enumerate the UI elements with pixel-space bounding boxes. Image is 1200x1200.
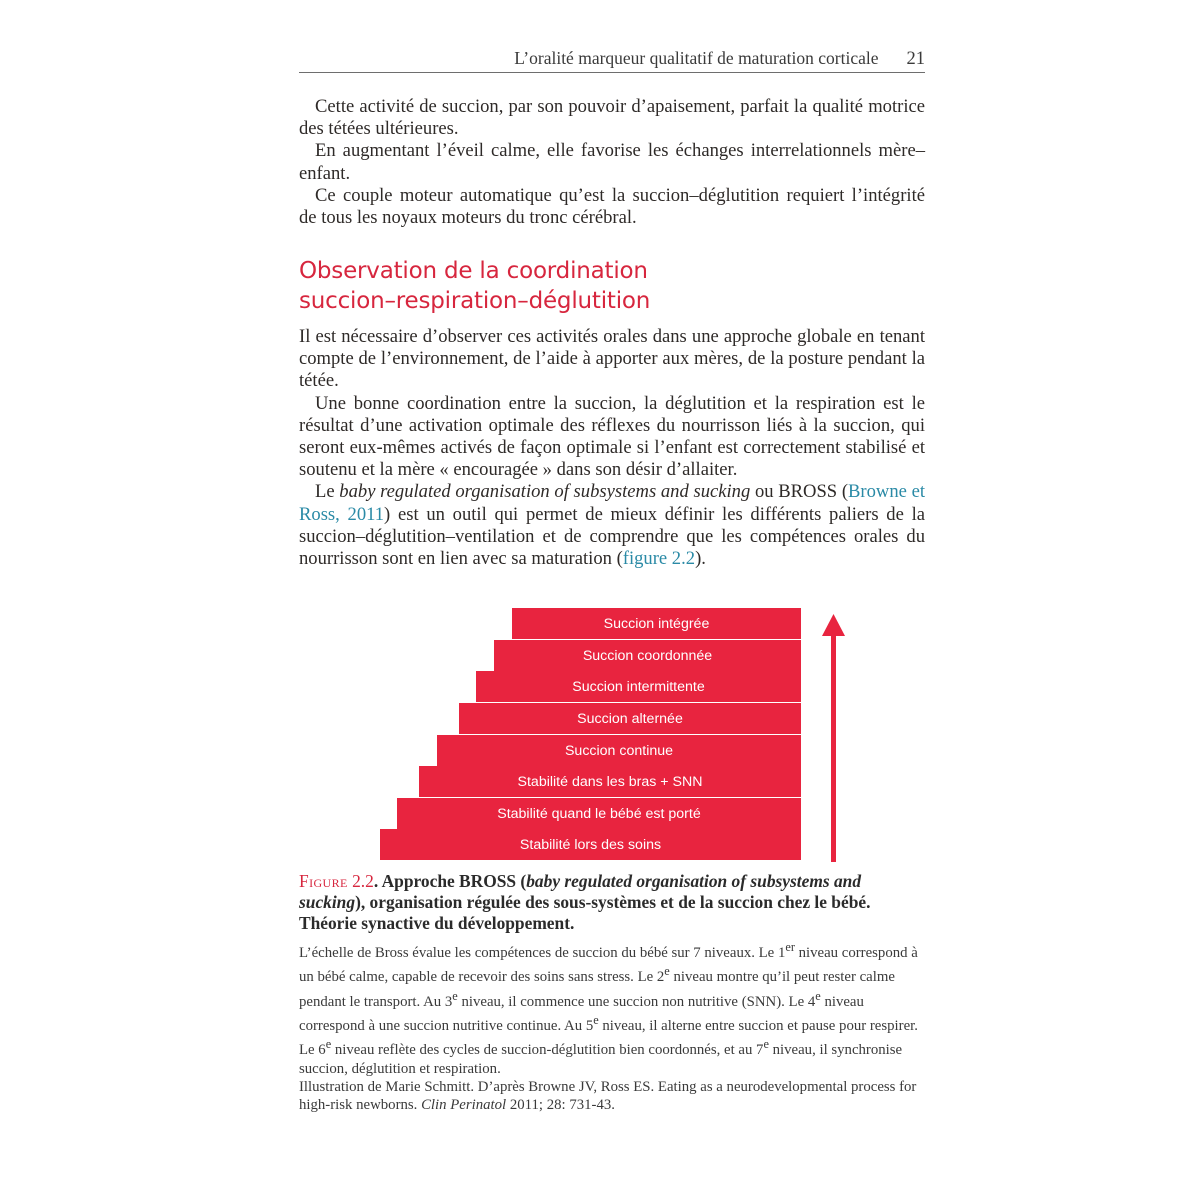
caption-sup-7: e: [763, 1037, 769, 1052]
figure-reference-link[interactable]: figure 2.2: [622, 548, 696, 570]
caption-body-2: niveau correspond à un bébé calme, capable de recevoir des soins sans stress. Le 2: [299, 944, 918, 986]
caption-sup-3: e: [452, 988, 458, 1003]
intro-paragraphs: [299, 96, 925, 229]
running-header: [299, 44, 925, 73]
p3-prefix: Le: [315, 481, 340, 503]
p3-end: ).: [695, 548, 706, 570]
step-succion-intermittente: Succion intermittente: [476, 671, 801, 702]
caption-body-4: niveau, il commence une succion non nutritive (SNN). Le 4: [457, 993, 816, 1010]
caption-body-3: niveau montre qu’il peut rester calme pendant le transport. Au 3: [299, 969, 895, 1010]
caption-title-italic: baby regulated organisation of subsystems and sucking: [299, 871, 862, 912]
step-succion-integree: Succion intégrée: [512, 608, 801, 639]
section-paragraph-2: Une bonne coordination entre la succion, la déglutition et la respiration est le résultat d’une activation optimale des réflexes du nourrisson liés à la succion, qui seront eux-mêmes activés de façon optimale si l’enfant est correctement stabilisé et soutenu et la mère « encouragée » dans son désir d’allaiter.: [299, 392, 925, 481]
section-paragraph-1: Il est nécessaire d’observer ces activités orales dans une approche globale en tenant compte de l’environnement, de l’aide à apporter aux mères, de la posture pendant la tétée.: [299, 326, 925, 392]
caption-sup-4: e: [815, 988, 821, 1003]
running-title: L’oralité marqueur qualitatif de maturation corticale: [514, 48, 879, 68]
caption-sup-2: e: [664, 964, 670, 979]
step-stabilite-bras-snn: Stabilité dans les bras + SNN: [419, 766, 801, 797]
intro-paragraph-1: Cette activité de succion, par son pouvoir d’apaisement, parfait la qualité motrice des tétées ultérieures.: [299, 96, 925, 140]
intro-paragraph-3: Ce couple moteur automatique qu’est la succion–déglutition requiert l’intégrité de tous les noyaux moteurs du tronc cérébral.: [299, 184, 925, 229]
p3-mid2: ) est un outil qui permet de mieux définir les différents paliers de la succion–déglutition–ventilation et de comprendre que les compétences orales du nourrisson sont en lien avec sa maturation (: [299, 503, 925, 570]
section-title: [299, 256, 925, 316]
caption-body-7: niveau reflète des cycles de succion-déglutition bien coordonnés, et au 7: [331, 1042, 764, 1059]
caption-credit: [299, 1078, 925, 1115]
reference-link-browne-ross[interactable]: Browne et Ross, 2011: [299, 481, 925, 525]
up-arrow-icon: [819, 614, 849, 862]
page-number: 21: [906, 49, 925, 69]
caption-body-5: niveau correspond à une succion nutritive continue. Au 5: [299, 993, 864, 1034]
caption-sup-1: er: [785, 940, 795, 954]
step-succion-coordonnee: Succion coordonnée: [494, 640, 801, 671]
step-stabilite-soins: Stabilité lors des soins: [380, 829, 801, 860]
section-paragraph-3: [299, 481, 925, 570]
step-stabilite-porte: Stabilité quand le bébé est porté: [397, 798, 801, 829]
caption-title: Figure 2.2. Approche BROSS (baby regulated organisation of subsystems and sucking), organisation régulée des sous-systèmes et de la succion chez le bébé. Théorie synactive du développement.: [299, 871, 871, 933]
caption-credit-a: Illustration de Marie Schmitt. D’après Browne JV, Ross ES. Eating as a neurodevelopmental process for high-risk newborns.: [299, 1079, 917, 1114]
caption-body-1: L’échelle de Bross évalue les compétences de succion du bébé sur 7 niveaux. Le 1: [299, 944, 786, 961]
caption-credit-journal: Clin Perinatol: [421, 1097, 507, 1114]
section-title-line-2: succion–respiration–déglutition: [299, 288, 651, 314]
caption-sup-6: e: [325, 1037, 332, 1052]
caption-figure-label: Figure: [299, 871, 348, 891]
step-succion-alternee: Succion alternée: [459, 703, 801, 734]
caption-body: [299, 938, 925, 1078]
section-title-line-1: Observation de la coordination: [299, 258, 648, 284]
caption-title-a: Approche BROSS (: [381, 871, 527, 891]
caption-sup-5: e: [593, 1012, 599, 1027]
intro-paragraph-2: En augmentant l’éveil calme, elle favorise les échanges interrelationnels mère–enfant.: [299, 140, 925, 184]
bross-staircase-figure: [299, 600, 925, 865]
caption-figure-number: 2.2: [352, 871, 374, 891]
figure-caption: [299, 871, 925, 1115]
caption-credit-b: 2011; 28: 731-43.: [506, 1097, 615, 1114]
caption-title-b: ), organisation régulée des sous-systèmes et de la succion chez le bébé. Théorie synactive du développement.: [299, 892, 871, 933]
caption-body-6: niveau, il alterne entre succion et pause pour respirer. Le 6: [299, 1017, 918, 1059]
section-paragraphs: [299, 326, 925, 570]
caption-body-8: niveau, il synchronise succion, déglutition et respiration.: [299, 1042, 903, 1077]
step-succion-continue: Succion continue: [437, 735, 801, 766]
p3-mid: ou BROSS (: [750, 481, 849, 503]
p3-italic-term: baby regulated organisation of subsystems and sucking: [339, 481, 751, 503]
